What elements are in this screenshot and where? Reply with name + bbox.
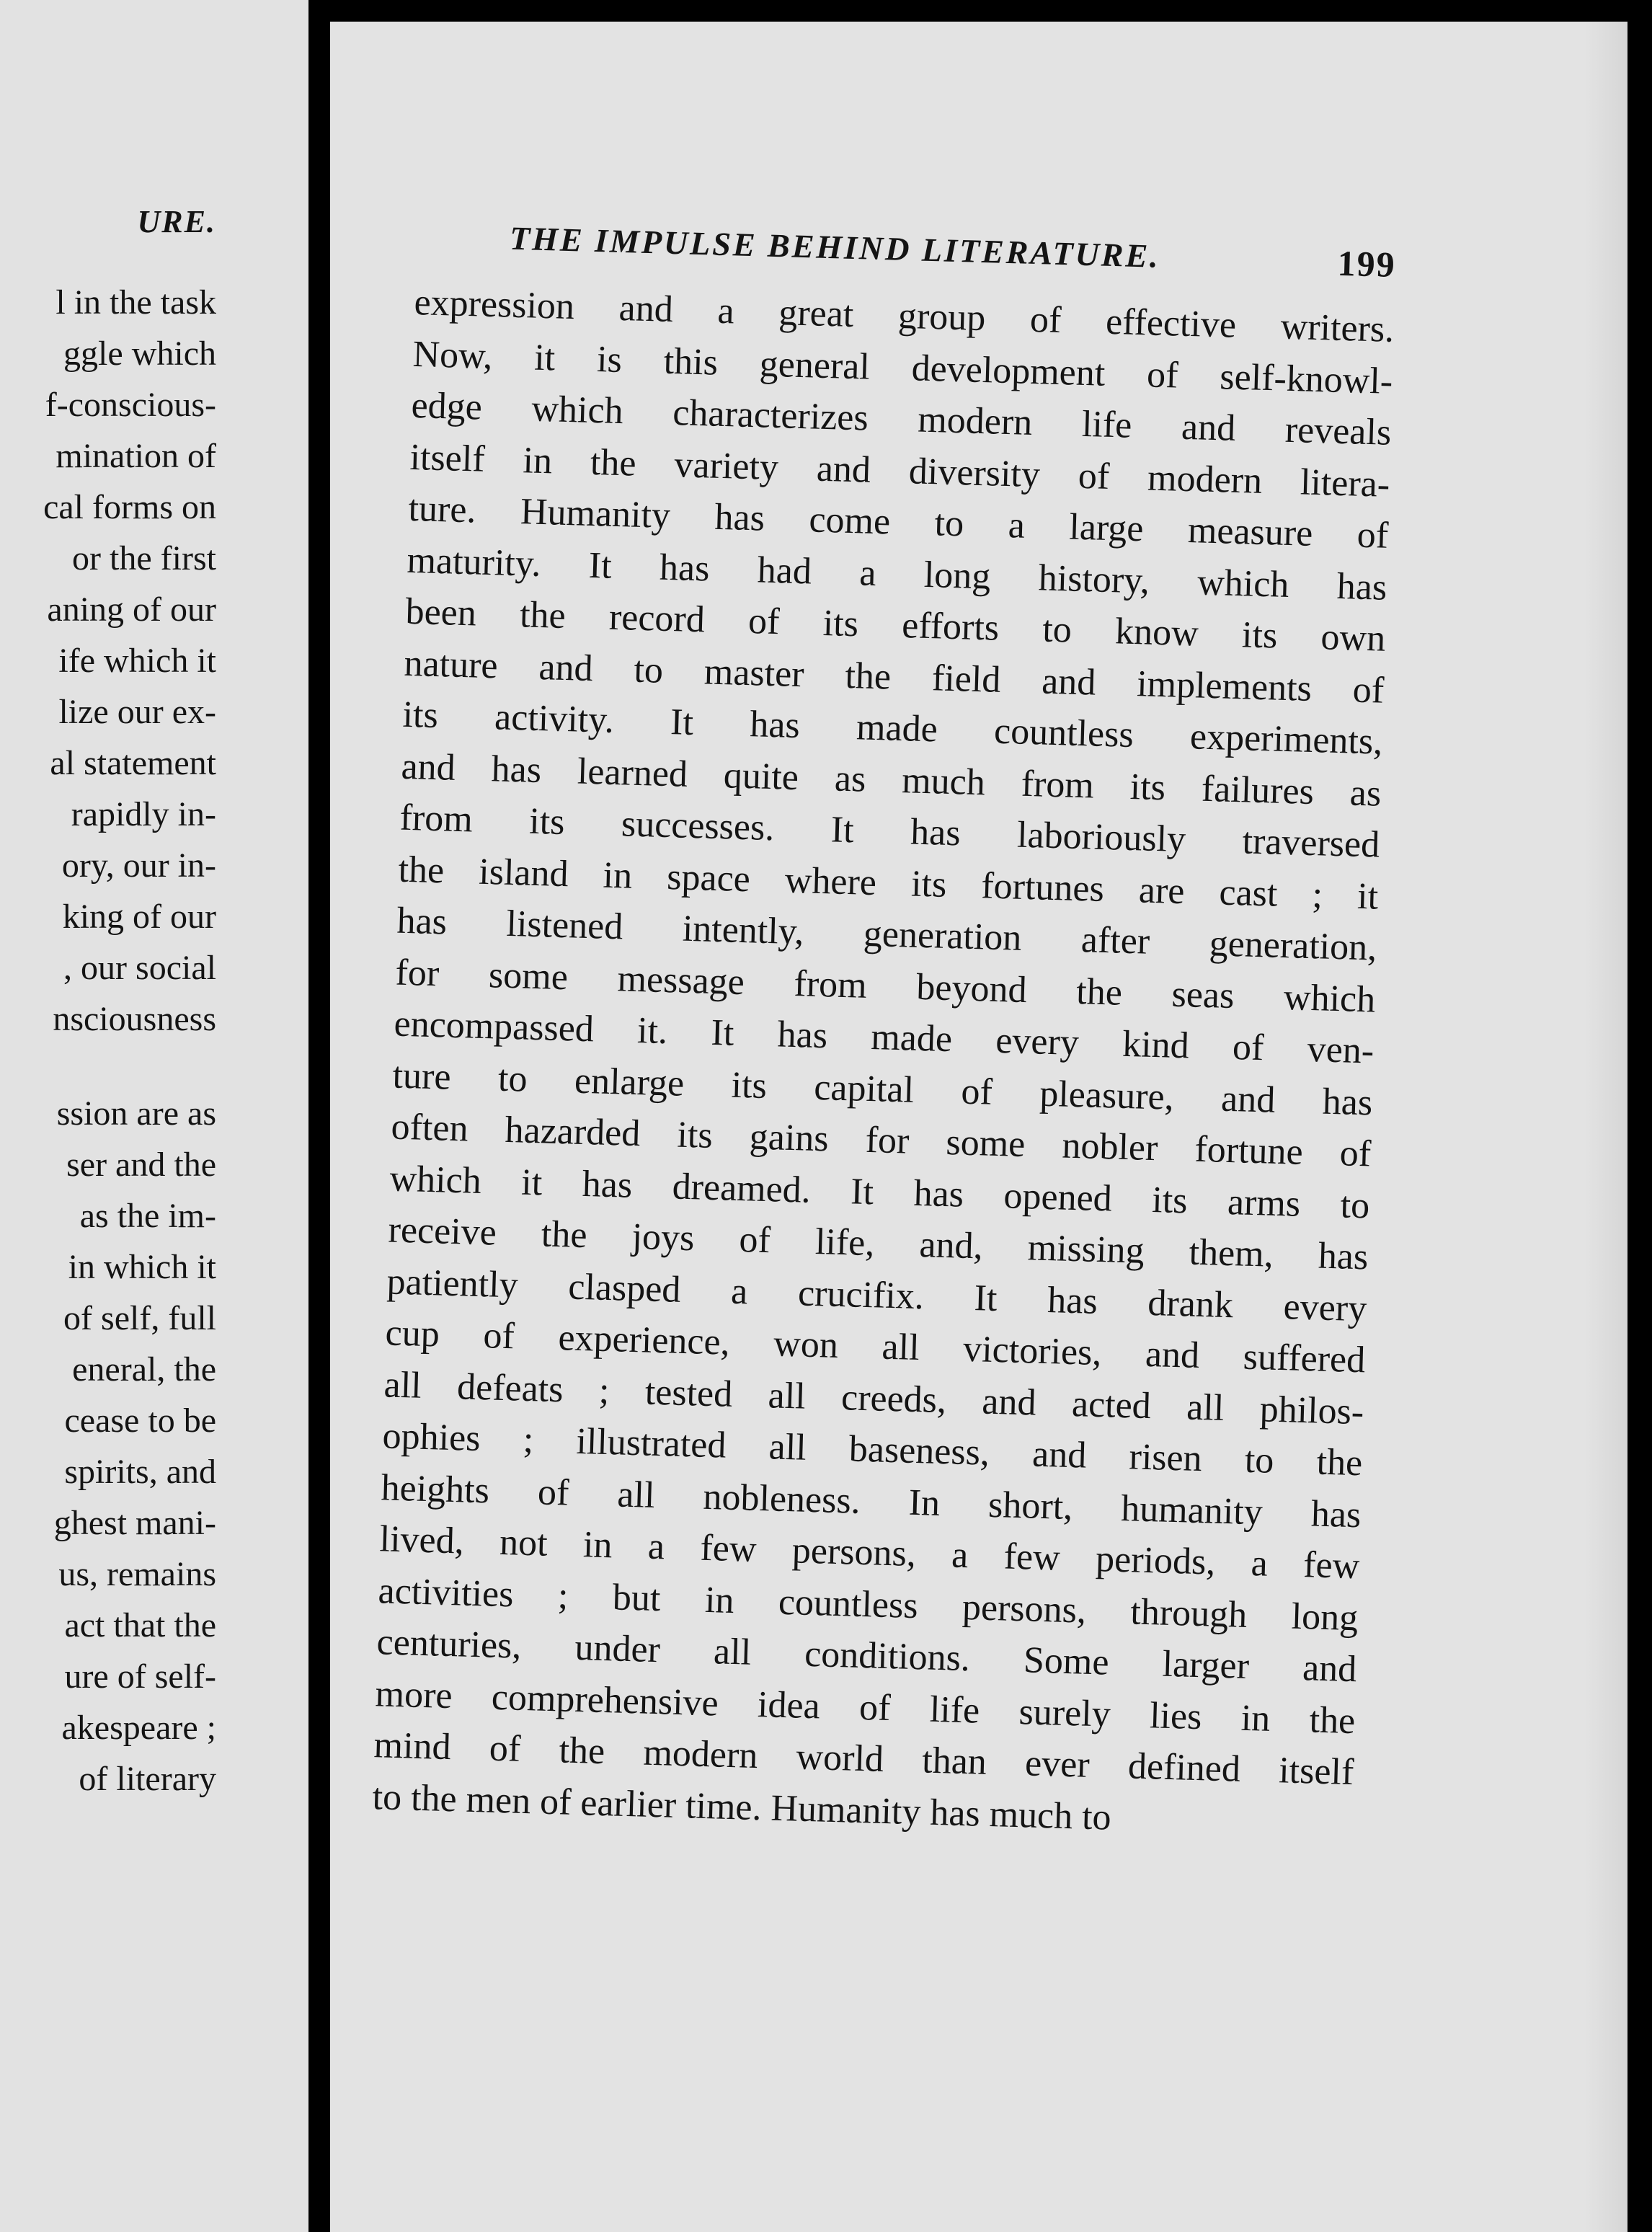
text-line: mind of the modern world than ever defined itself bbox=[373, 1724, 1355, 1794]
book-gutter bbox=[308, 0, 330, 2232]
text-line: the island in space where its fortunes are cast ; it bbox=[397, 849, 1379, 918]
left-text-line: ssion are as bbox=[56, 1094, 216, 1133]
left-page bbox=[0, 0, 308, 2232]
text-line: ture to enlarge its capital of pleasure, and has bbox=[391, 1055, 1373, 1123]
text-line: ture. Humanity has come to a large measure of bbox=[407, 487, 1389, 557]
left-text-line: , our social bbox=[63, 949, 216, 987]
text-line: heights of all nobleness. In short, humanity has bbox=[380, 1466, 1362, 1536]
left-text-line: ory, our in- bbox=[61, 846, 216, 885]
text-line: been the record of its efforts to know its own bbox=[404, 590, 1386, 660]
page-body bbox=[372, 216, 1397, 1850]
left-text-line: ure of self- bbox=[64, 1657, 216, 1696]
text-line: ophies ; illustrated all baseness, and risen to the bbox=[381, 1415, 1364, 1484]
text-line: itself in the variety and diversity of modern litera- bbox=[409, 436, 1390, 505]
text-line: its activity. It has made countless experiments, bbox=[401, 694, 1383, 763]
left-text-line: in which it bbox=[68, 1248, 216, 1286]
right-page bbox=[330, 22, 1627, 2232]
left-page-text bbox=[43, 277, 216, 1804]
left-text-line: cal forms on bbox=[43, 488, 216, 526]
text-line: which it has dreamed. It has opened its arms to bbox=[388, 1157, 1370, 1226]
text-line: to the men of earlier time. Humanity has much to bbox=[371, 1776, 1112, 1838]
left-text-line: eneral, the bbox=[72, 1350, 216, 1389]
left-text-line: or the first bbox=[72, 539, 216, 577]
left-text-line: lize our ex- bbox=[58, 693, 216, 731]
left-text-line: ghest mani- bbox=[53, 1504, 216, 1542]
left-text-line: spirits, and bbox=[64, 1453, 216, 1491]
paragraph-gap bbox=[43, 1045, 216, 1088]
left-text-line: cease to be bbox=[64, 1401, 216, 1440]
text-line: cup of experience, won all victories, and suffered bbox=[384, 1312, 1367, 1381]
left-text-line: l in the task bbox=[55, 283, 216, 322]
left-text-line: act that the bbox=[64, 1606, 216, 1644]
left-text-line: ggle which bbox=[63, 335, 216, 373]
text-line: all defeats ; tested all creeds, and acted all philos- bbox=[383, 1363, 1365, 1432]
left-text-line: nsciousness bbox=[53, 1000, 216, 1038]
text-line: and has learned quite as much from its failures as bbox=[400, 745, 1382, 815]
left-text-line: of literary bbox=[79, 1760, 216, 1798]
text-line: from its successes. It has laboriously traversed bbox=[399, 797, 1380, 866]
text-line: for some message from beyond the seas which bbox=[394, 952, 1376, 1021]
text-line: receive the joys of life, and, missing them, has bbox=[387, 1209, 1369, 1278]
text-line: maturity. It has had a long history, which has bbox=[406, 539, 1387, 608]
left-text-line: of self, full bbox=[63, 1299, 216, 1337]
text-line: often hazarded its gains for some nobler fortune of bbox=[390, 1106, 1372, 1175]
text-line: Now, it is this general development of self-knowl- bbox=[412, 333, 1393, 402]
left-text-line: akespeare ; bbox=[61, 1709, 216, 1747]
left-text-line: mination of bbox=[55, 437, 216, 475]
left-text-line: us, remains bbox=[58, 1555, 216, 1593]
text-line: more comprehensive idea of life surely lies in the bbox=[374, 1673, 1356, 1742]
left-text-line: king of our bbox=[62, 898, 216, 936]
left-text-line: f-conscious- bbox=[45, 386, 216, 424]
text-line: nature and to master the field and implements of bbox=[403, 642, 1385, 712]
body-text bbox=[372, 277, 1395, 1850]
left-text-line: rapidly in- bbox=[71, 795, 216, 833]
text-line: expression and a great group of effective writers. bbox=[413, 281, 1395, 350]
text-line: patiently clasped a crucifix. It has drank every bbox=[386, 1260, 1367, 1329]
text-line: edge which characterizes modern life and reveals bbox=[410, 384, 1392, 453]
left-text-line: aning of our bbox=[47, 590, 216, 629]
left-running-head: URE. bbox=[137, 204, 216, 239]
left-text-line: ife which it bbox=[58, 642, 216, 680]
text-line: has listened intently, generation after generation, bbox=[396, 900, 1377, 969]
text-line: encompassed it. It has made every kind of ven- bbox=[393, 1003, 1375, 1072]
left-text-line: ser and the bbox=[66, 1146, 216, 1184]
running-title: THE IMPULSE BEHIND LITERATURE. bbox=[509, 219, 1161, 275]
left-text-line: as the im- bbox=[79, 1197, 216, 1235]
left-text-line: al statement bbox=[50, 744, 216, 782]
page-number: 199 bbox=[1336, 242, 1397, 285]
text-line: centuries, under all conditions. Some larger and bbox=[376, 1621, 1358, 1691]
text-line: activities ; but in countless persons, through long bbox=[377, 1569, 1359, 1639]
text-line: lived, not in a few persons, a few periods, a few bbox=[378, 1518, 1361, 1587]
